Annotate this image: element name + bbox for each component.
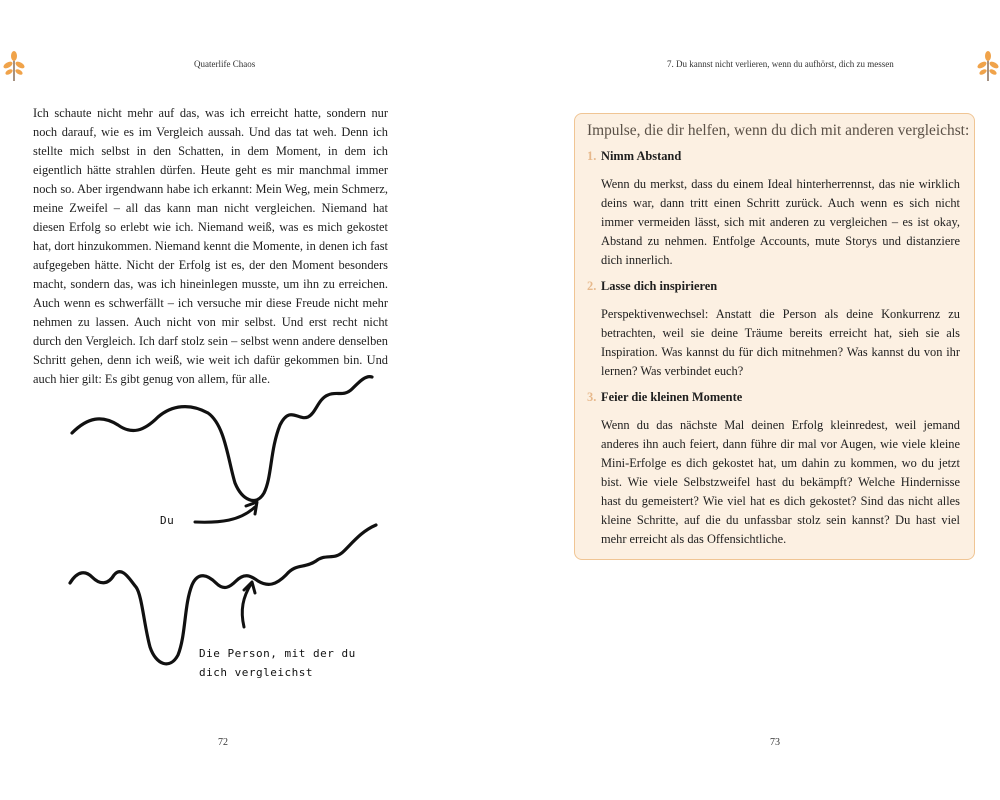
tip-text: Perspektivenwechsel: Anstatt die Person als deine Konkurrenz zu betrachten, weil sie deine Träume bereits erreicht hat, sieh sie als Inspiration. Was kannst du für dich mitnehmen? Was kannst du von ihr lernen? Was verbindet euch? xyxy=(601,307,960,378)
page-number: 72 xyxy=(218,737,228,748)
sketch-label-other: Die Person, mit der du dich vergleichst xyxy=(199,647,356,679)
leaf-sprig-icon xyxy=(974,50,1000,84)
tips-box xyxy=(574,113,975,560)
tip-item xyxy=(587,279,960,381)
tip-number: 3. xyxy=(587,390,597,404)
tip-title: Nimm Abstand xyxy=(601,149,682,163)
tip-number: 1. xyxy=(587,149,597,163)
leaf-sprig-icon xyxy=(0,50,28,84)
right-page xyxy=(500,0,1000,800)
wave-line-you xyxy=(72,377,372,501)
arrow-you xyxy=(195,507,255,522)
page-number: 73 xyxy=(770,737,780,748)
tips-box-title: Impulse, die dir helfen, wenn du dich mit anderen vergleichst: xyxy=(587,122,970,139)
running-head: 7. Du kannst nicht verlieren, wenn du aufhörst, dich zu messen xyxy=(667,59,894,69)
body-paragraph: Ich schaute nicht mehr auf das, was ich erreicht hatte, sondern nur noch darauf, wie es im Vergleich aussah. Und das tat weh. Denn ich stellte mich selbst in den Schatten, in dem Moment, in dem ich eigentlich hätte strahlen dürfen. Heute geht es mir manchmal immer noch so. Aber irgendwann habe ich erkannt: Mein Weg, mein Schmerz, meine Zweifel – all das kann man nicht vergleichen. Niemand hat diesen Erfolg so erlebt wie ich. Niemand weiß, was es mich gekostet hat, dort hinzukommen. Niemand kennt die Momente, in denen ich fast aufgegeben hätte. Nicht der Erfolg ist es, der den Moment besonders macht, sondern das, was ich hineinlegen musste, um ihn zu erreichen. Auch wenn es schwerfällt – ich versuche mir diese Freude nicht mehr nehmen zu lassen. Auch nicht von mir selbst. Und erst recht nicht durch den Vergleich. Ich darf stolz sein – selbst wenn andere denselben Schritt gehen, denn ich weiß, wie weit ich dafür gekommen bin. Und auch hier gilt: Es gibt genug von allem, für alle. xyxy=(33,106,388,386)
running-head: Quaterlife Chaos xyxy=(194,59,256,69)
tip-text: Wenn du merkst, dass du einem Ideal hinterherrennst, das nie wirklich deins war, dann tritt einen Schritt zurück. Auch wenn es sich nicht immer vermeiden lässt, sich mit anderen zu vergleichen – es ist okay, Abstand zu nehmen. Entfolge Accounts, mute Storys und distanziere dich innerlich. xyxy=(601,177,960,267)
tip-title: Lasse dich inspirieren xyxy=(601,279,718,293)
tip-item xyxy=(587,390,960,549)
sketch-label-you: Du xyxy=(160,514,175,527)
tip-title: Feier die kleinen Momente xyxy=(601,390,743,404)
tip-text: Wenn du das nächste Mal deinen Erfolg kleinredest, weil jemand anderes ihn auch feiert, dann führe dir mal vor Augen, wie viele kleine Mini-Erfolge es dich gekostet hat, um dahin zu kommen, wo du jetzt bist. Wie viele Selbstzweifel hast du bekämpft? Welche Hindernisse hast du gemeistert? Wie viel hat es dich gekostet? Sind das nicht alles kleine Schritte, auf die du unfassbar stolz sein kannst? Du hast viel mehr erreicht als das Offensichtliche. xyxy=(601,418,960,546)
tip-number: 2. xyxy=(587,279,597,293)
tip-item xyxy=(587,149,960,270)
